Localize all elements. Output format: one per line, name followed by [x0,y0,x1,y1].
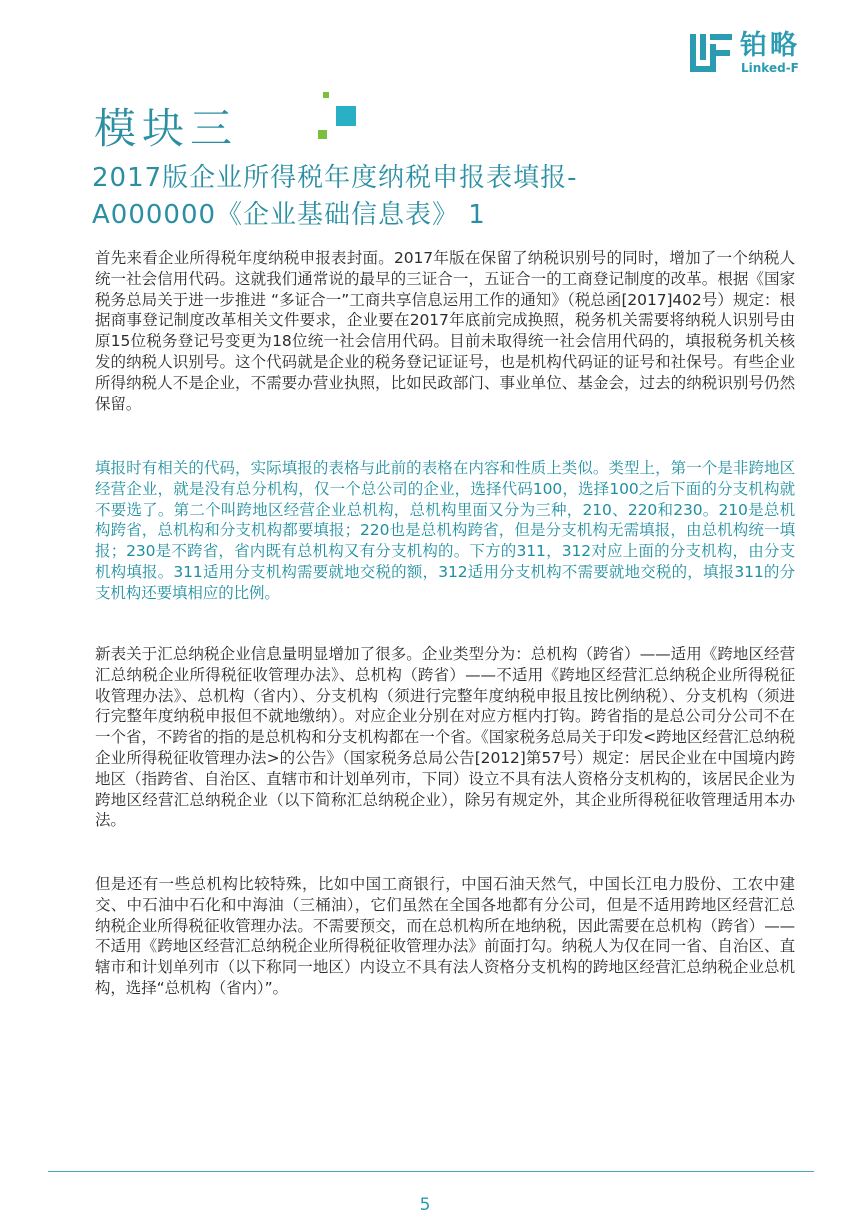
document-title [92,160,812,234]
paragraph-consolidated-tax: 新表关于汇总纳税企业信息量明显增加了很多。企业类型分为：总机构（跨省）——适用《跨地区经营汇总纳税企业所得税征收管理办法》、总机构（跨省）——不适用《跨地区经营汇总纳税企业所得税征收管理办法》、总机构（省内）、分支机构（须进行完整年度纳税申报且按比例纳税）、分支机构（须进行完整年度纳税申报但不就地缴纳）。对应企业分别在对应方框内打钩。跨省指的是总公司分公司不在一个省，不跨省的指的是总机构和分支机构都在一个省。《国家税务总局关于印发<跨地区经营汇总纳税企业所得税征收管理办法>的公告》（国家税务总局公告[2012]第57号）规定：居民企业在中国境内跨地区（指跨省、自治区、直辖市和计划单列市，下同）设立不具有法人资格分支机构的，该居民企业为跨地区经营汇总纳税企业（以下简称汇总纳税企业），除另有规定外，其企业所得税征收管理适用本办法。 [95,645,795,830]
document-title-line-1: 2017版企业所得税年度纳税申报表填报- [92,163,578,193]
brand-logo [690,30,820,76]
paragraph-special-head-office: 但是还有一些总机构比较特殊，比如中国工商银行，中国石油天然气，中国长江电力股份、工农中建交、中石油中石化和中海油（三桶油），它们虽然在全国各地都有分公司，但是不适用跨地区经营汇总纳税企业所得税征收管理办法。不需要预交，而在总机构所在地纳税，因此需要在总机构（跨省）——不适用《跨地区经营汇总纳税企业所得税征收管理办法》前面打勾。纳税人为仅在同一省、自治区、直辖市和计划单列市（以下称同一地区）内设立不具有法人资格分支机构的跨地区经营汇总纳税企业总机构，选择“总机构（省内）”。 [95,875,795,997]
brand-mark-icon [690,32,734,74]
module-title: 模块三 [94,104,239,153]
page-number: 5 [419,1195,431,1215]
paragraph-cover-intro: 首先来看企业所得税年度纳税申报表封面。2017年版在保留了纳税识别号的同时，增加了一个纳税人统一社会信用代码。这就我们通常说的最早的三证合一，五证合一的工商登记制度的改革。根据《国家税务总局关于进一步推进 “多证合一”工商共享信息运用工作的通知》（税总函[2017]402号）规定：根据商事登记制度改革相关文件要求，企业要在2017年底前完成换照，税务机关需要将纳税人识别号由原15位税务登记号变更为18位统一社会信用代码。目前未取得统一社会信用代码的，填报税务机关核发的纳税人识别号。这个代码就是企业的税务登记证证号，也是机构代码证的证号和社保号。有些企业所得纳税人不是企业，不需要办营业执照，比如民政部门、事业单位、基金会，过去的纳税识别号仍然保留。 [95,249,795,413]
decorative-squares-icon [318,92,364,142]
document-title-line-2: A000000《企业基础信息表》 1 [92,200,486,230]
footer-divider [48,1171,814,1172]
paragraph-type-codes: 填报时有相关的代码，实际填报的表格与此前的表格在内容和性质上类似。类型上，第一个是非跨地区经营企业，就是没有总分机构，仅一个总公司的企业，选择代码100，选择100之后下面的分支机构就不要选了。第二个叫跨地区经营企业总机构，总机构里面又分为三种，210、220和230。210是总机构跨省，总机构和分支机构都要填报；220也是总机构跨省，但是分支机构无需填报，由总机构统一填报；230是不跨省，省内既有总机构又有分支机构的。下方的311，312对应上面的分支机构，由分支机构填报。311适用分支机构需要就地交税的额，312适用分支机构不需要就地交税的，填报311的分支机构还要填相应的比例。 [95,459,795,602]
brand-name-en: Linked-F [741,61,799,75]
brand-name-cn: 铂略 [740,30,800,61]
